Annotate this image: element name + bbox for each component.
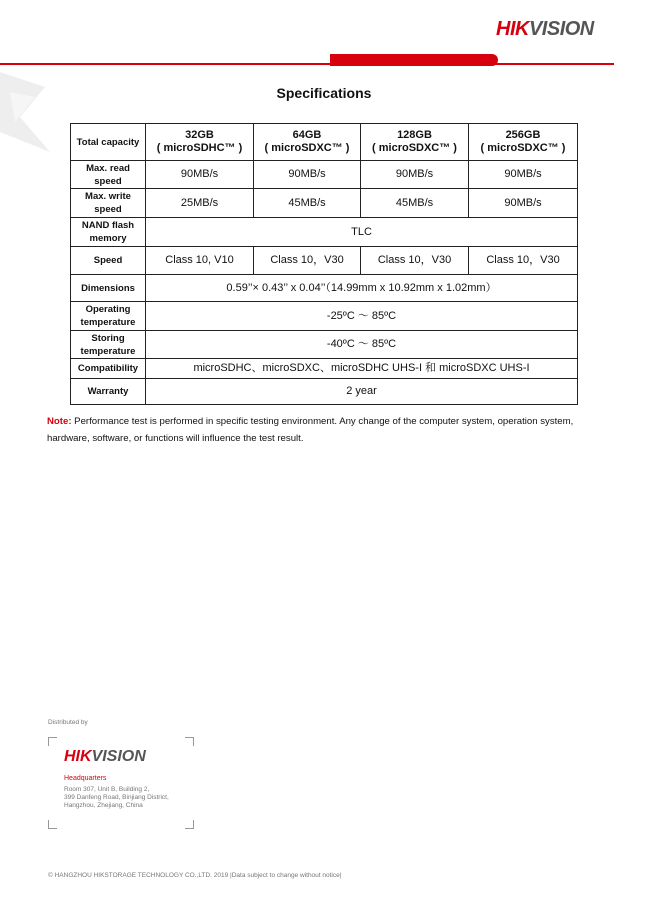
address-line: Hangzhou, Zhejiang, China [64,802,143,809]
headquarters-title: Headquarters [64,775,107,782]
brand-logo: HIKVISION [496,18,594,40]
frame-corner [48,820,57,829]
table-cell: -25ºC ～ 85ºC [146,302,578,331]
row-label-storing-temperature: Storing temperature [71,331,146,359]
row-label-nand-flash: NAND flash memory [71,218,146,247]
table-cell: 45MB/s [254,189,361,218]
table-row [71,302,578,331]
row-label-operating-temperature: Operating temperature [71,302,146,331]
row-label-write-speed: Max. write speed [71,189,146,218]
page-title: Specifications [276,85,372,101]
copyright-footer: © HANGZHOU HIKSTORAGE TECHNOLOGY CO.,LTD. 2019 |Data subject to change without notice| [48,872,342,879]
row-label-speed: Speed [71,247,146,275]
table-cell: TLC [146,218,578,247]
row-label-warranty: Warranty [71,379,146,405]
note-text: Performance test is performed in specific testing environment. Any change of the computer system, operation system, hardware, software, or functions will influence the test result. [47,416,574,444]
table-row [71,379,578,405]
table-cell: 2 year [146,379,578,405]
table-cell: Class 10，V30 [361,247,469,275]
row-label-read-speed: Max. read speed [71,161,146,189]
row-label-dimensions: Dimensions [71,275,146,302]
table-cell: 90MB/s [361,161,469,189]
table-row [71,161,578,189]
table-row [71,189,578,218]
column-header-32gb: 32GB ( microSDHC™ ) [146,124,254,161]
table-cell: 25MB/s [146,189,254,218]
address-line: Room 307, Unit B, Building 2, [64,786,150,793]
column-header-128gb: 128GB ( microSDXC™ ) [361,124,469,161]
address-line: 399 Danfeng Road, Binjiang District, [64,794,169,801]
row-label-compatibility: Compatibility [71,359,146,379]
specifications-table [70,123,578,405]
table-cell: 90MB/s [146,161,254,189]
frame-corner [185,737,194,746]
column-header-64gb: 64GB ( microSDXC™ ) [254,124,361,161]
table-cell: Class 10, V10 [146,247,254,275]
frame-corner [185,820,194,829]
table-cell: Class 10，V30 [254,247,361,275]
frame-corner [48,737,57,746]
table-cell: 45MB/s [361,189,469,218]
table-row [71,275,578,302]
table-cell: 90MB/s [254,161,361,189]
table-row [71,331,578,359]
table-cell: -40ºC ～ 85ºC [146,331,578,359]
note-label: Note: [47,416,72,427]
row-label-total-capacity: Total capacity [71,124,146,161]
table-row [71,218,578,247]
table-cell: Class 10，V30 [469,247,578,275]
table-cell: 90MB/s [469,189,578,218]
table-row [71,124,578,161]
header-divider-line [0,63,614,65]
table-row [71,359,578,379]
table-row [71,247,578,275]
distributor-logo: HIKVISION [64,748,146,765]
column-header-256gb: 256GB ( microSDXC™ ) [469,124,578,161]
distributed-by-label: Distributed by [48,719,88,726]
table-cell: 0.59’’× 0.43’’ x 0.04’’（14.99mm x 10.92mm x 1.02mm） [146,275,578,302]
table-cell: 90MB/s [469,161,578,189]
table-cell: microSDHC、microSDXC、microSDHC UHS-I 和 microSDXC UHS-I [146,359,578,379]
header-accent-bar [330,54,498,66]
performance-note [47,413,607,447]
